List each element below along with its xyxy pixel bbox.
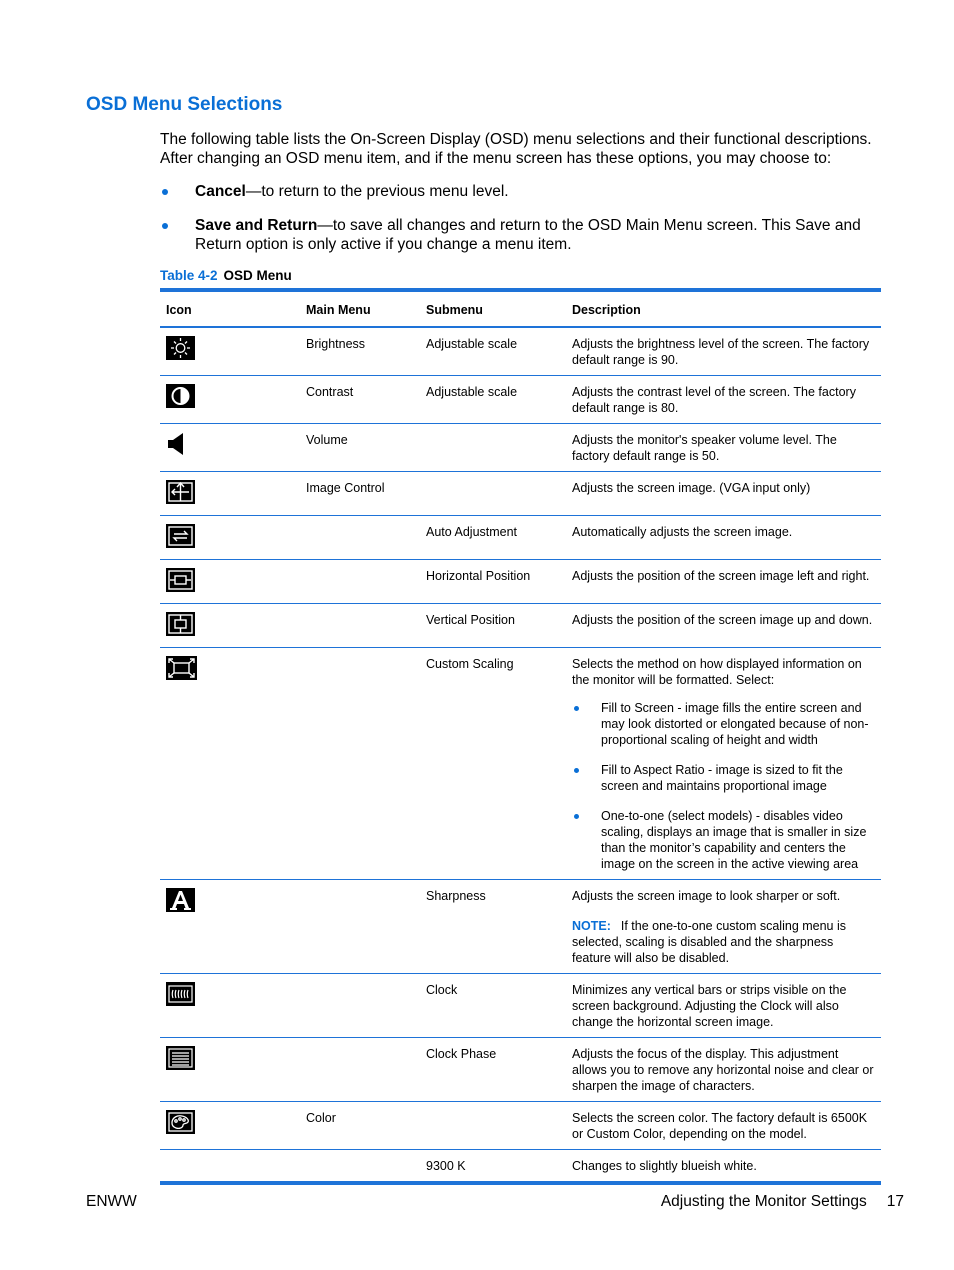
- auto-adjustment-icon: [166, 524, 195, 548]
- option-name: Save and Return: [195, 217, 318, 234]
- header-submenu: Submenu: [420, 290, 566, 327]
- main-menu-cell: [300, 1038, 420, 1102]
- main-menu-cell: Volume: [300, 424, 420, 472]
- volume-icon: [166, 432, 186, 456]
- option-text: Fill to Aspect Ratio - image is sized to fit the screen and maintains proportional image: [601, 763, 843, 793]
- footer-section: [661, 1193, 904, 1211]
- icon-cell: [160, 516, 300, 560]
- submenu-cell: Custom Scaling: [420, 648, 566, 880]
- bullet-icon: [162, 223, 168, 229]
- submenu-cell: [420, 472, 566, 516]
- intro-paragraph: The following table lists the On-Screen Display (OSD) menu selections and their functional descriptions. After changing an OSD menu item, and if the menu screen has these options, you may choose to:: [160, 131, 872, 167]
- contrast-icon: [166, 384, 195, 408]
- icon-cell: [160, 648, 300, 880]
- page-title: OSD Menu Selections: [86, 94, 283, 115]
- icon-cell: [160, 880, 300, 974]
- submenu-cell: Clock Phase: [420, 1038, 566, 1102]
- bullet-icon: [574, 706, 579, 711]
- icon-cell: [160, 327, 300, 376]
- note: [572, 918, 875, 966]
- sharpness-icon: [166, 888, 195, 912]
- bullet-icon: [574, 814, 579, 819]
- main-menu-cell: [300, 604, 420, 648]
- table-row: [160, 376, 881, 424]
- vertical-position-icon: [166, 612, 195, 636]
- description-cell: Automatically adjusts the screen image.: [566, 516, 881, 560]
- header-icon: Icon: [160, 290, 300, 327]
- option-text: One-to-one (select models) - disables video scaling, displays an image that is smaller in size than the monitor’s capability and centers the image on the screen in the active viewing area: [601, 809, 867, 871]
- table-row: [160, 1102, 881, 1150]
- description-cell: Changes to slightly blueish white.: [572, 1159, 757, 1173]
- submenu-cell: Adjustable scale: [420, 376, 566, 424]
- table-row: [160, 604, 881, 648]
- table-caption: [160, 268, 292, 283]
- table-row: [160, 1038, 881, 1102]
- scaling-options-list: [572, 700, 875, 872]
- submenu-cell: Auto Adjustment: [420, 516, 566, 560]
- main-menu-cell: [300, 560, 420, 604]
- table-title: OSD Menu: [223, 268, 292, 283]
- main-menu-cell: [300, 516, 420, 560]
- table-row: [160, 516, 881, 560]
- main-menu-cell: Brightness: [300, 327, 420, 376]
- horizontal-position-icon: [166, 568, 195, 592]
- description-cell: Adjusts the monitor's speaker volume level. The factory default range is 50.: [566, 424, 881, 472]
- description-cell: Minimizes any vertical bars or strips visible on the screen background. Adjusting the Clock will also change the horizontal screen image.: [566, 974, 881, 1038]
- icon-cell: [160, 1038, 300, 1102]
- custom-scaling-icon: [166, 656, 197, 680]
- table-header-row: [160, 290, 881, 327]
- submenu-cell: [420, 424, 566, 472]
- note-label: NOTE:: [572, 919, 611, 933]
- footer-doc-id: ENWW: [86, 1193, 137, 1210]
- clock-icon: [166, 982, 195, 1006]
- option-text: —to save all changes and return to the OSD Main Menu screen. This Save and Return option is only active if you change a menu item.: [195, 217, 861, 253]
- table-row: [160, 424, 881, 472]
- main-menu-cell: Color: [300, 1102, 420, 1150]
- main-menu-cell: [300, 1150, 420, 1184]
- icon-cell: [160, 1102, 300, 1150]
- description-cell: Selects the screen color. The factory default is 6500K or Custom Color, depending on the model.: [566, 1102, 881, 1150]
- clock-phase-icon: [166, 1046, 195, 1070]
- main-menu-cell: Contrast: [300, 376, 420, 424]
- icon-cell: [160, 974, 300, 1038]
- option-name: Cancel: [195, 183, 246, 200]
- option-text: Fill to Screen - image fills the entire screen and may look distorted or elongated because of non-proportional scaling of height and width: [601, 701, 869, 747]
- table-row: [160, 648, 881, 880]
- submenu-cell: 9300 K: [426, 1159, 466, 1173]
- icon-cell: [160, 604, 300, 648]
- description-cell: Adjusts the position of the screen image left and right.: [566, 560, 881, 604]
- list-item: [572, 808, 875, 872]
- brightness-icon: [166, 336, 195, 360]
- list-item: [572, 700, 875, 748]
- table-row: [160, 327, 881, 376]
- color-palette-icon: [166, 1110, 195, 1134]
- icon-cell: [160, 472, 300, 516]
- description-text: Selects the method on how displayed information on the monitor will be formatted. Select:: [572, 657, 862, 687]
- icon-cell: [160, 424, 300, 472]
- header-main-menu: Main Menu: [300, 290, 420, 327]
- option-text: —to return to the previous menu level.: [245, 183, 509, 200]
- header-description: Description: [566, 290, 881, 327]
- table-row: [160, 560, 881, 604]
- icon-cell: [160, 1150, 300, 1184]
- submenu-cell: Clock: [420, 974, 566, 1038]
- submenu-cell: Horizontal Position: [420, 560, 566, 604]
- submenu-cell: Sharpness: [420, 880, 566, 974]
- list-item: [160, 216, 884, 254]
- table-number: Table 4-2: [160, 268, 218, 283]
- table-row: [160, 472, 881, 516]
- main-menu-cell: [300, 974, 420, 1038]
- list-item: [160, 182, 884, 201]
- description-cell: Adjusts the screen image. (VGA input only): [566, 472, 881, 516]
- table-row: [160, 880, 881, 974]
- description-cell: [566, 880, 881, 974]
- list-item: [572, 762, 875, 794]
- image-control-icon: [166, 480, 195, 504]
- table-row: [160, 974, 881, 1038]
- description-cell: Adjusts the contrast level of the screen. The factory default range is 80.: [566, 376, 881, 424]
- footer-section-title: Adjusting the Monitor Settings: [660, 1193, 867, 1210]
- note-text: If the one-to-one custom scaling menu is selected, scaling is disabled and the sharpness feature will also be disabled.: [572, 919, 847, 965]
- icon-cell: [160, 560, 300, 604]
- icon-cell: [160, 376, 300, 424]
- submenu-cell: Adjustable scale: [420, 327, 566, 376]
- table-row: [160, 1150, 881, 1184]
- description-cell: Adjusts the position of the screen image up and down.: [566, 604, 881, 648]
- options-list: [160, 182, 884, 269]
- description-cell: Adjusts the brightness level of the screen. The factory default range is 90.: [566, 327, 881, 376]
- bullet-icon: [574, 768, 579, 773]
- osd-menu-table: [160, 288, 881, 1185]
- description-cell: Adjusts the focus of the display. This adjustment allows you to remove any horizontal noise and clear or sharpen the image of characters.: [566, 1038, 881, 1102]
- page-number: 17: [886, 1193, 904, 1210]
- description-cell: [566, 648, 881, 880]
- main-menu-cell: [300, 648, 420, 880]
- bullet-icon: [162, 189, 168, 195]
- main-menu-cell: [300, 880, 420, 974]
- main-menu-cell: Image Control: [300, 472, 420, 516]
- description-text: Adjusts the screen image to look sharper or soft.: [572, 889, 841, 903]
- submenu-cell: Vertical Position: [420, 604, 566, 648]
- submenu-cell: [420, 1102, 566, 1150]
